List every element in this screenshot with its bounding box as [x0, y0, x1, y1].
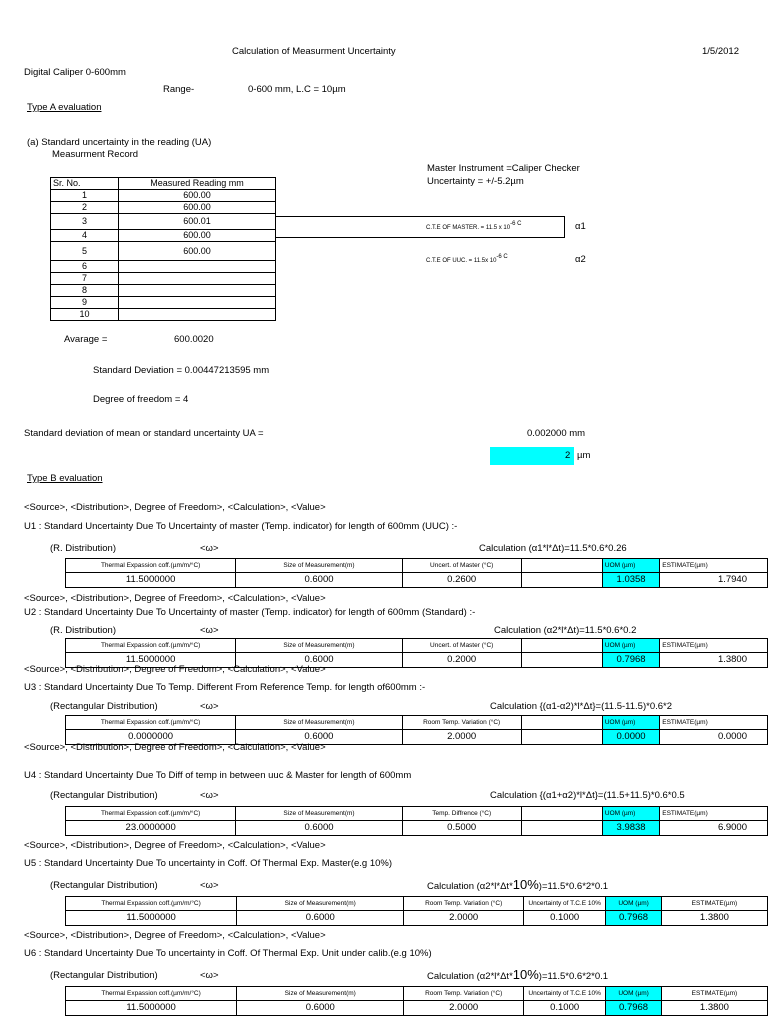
record-reading [119, 285, 276, 297]
calc-prefix: Calculation (α2*l*Δt* [427, 881, 513, 892]
table-value-cell: 0.0000 [660, 730, 768, 745]
table-header-cell: Thermal Expassion coff.(µm/m/°C) [66, 807, 236, 821]
distribution-label: (Rectangular Distribution) [50, 880, 158, 891]
table-header-row [66, 716, 768, 730]
table-value-cell: 23.0000000 [66, 821, 236, 836]
average-value: 600.0020 [174, 334, 214, 345]
omega-label: <ω> [200, 970, 219, 981]
table-header-cell: Thermal Expassion coff.(µm/m/°C) [66, 559, 236, 573]
ua-label: Standard deviation of mean or standard uncertainty UA = [24, 428, 264, 439]
record-reading: 600.00 [119, 242, 276, 261]
table-header-cell: ESTIMATE(µm) [661, 897, 767, 911]
master-uncertainty: Uncertainty = +/-5.2µm [427, 176, 524, 187]
calc-suffix: )=11.5*0.6*2*0.1 [538, 971, 609, 982]
calc-prefix: Calculation (α2*l*Δt* [427, 971, 513, 982]
uncertainty-table [65, 558, 768, 588]
record-reading [119, 309, 276, 321]
table-value-cell: 0.6000 [237, 911, 404, 926]
omega-label: <ω> [200, 790, 219, 801]
degree-of-freedom: Degree of freedom = 4 [93, 394, 189, 405]
record-reading [119, 273, 276, 285]
calc-suffix: )=11.5*0.6*2*0.1 [538, 881, 609, 892]
source-line: <Source>, <Distribution>, Degree of Freedom>, <Calculation>, <Value> [24, 664, 326, 675]
table-value-cell: 1.7940 [660, 573, 768, 588]
table-value-cell: 0.1000 [524, 911, 606, 926]
table-value-row [66, 573, 768, 588]
table-header-cell: Size of Measurement(m) [237, 897, 404, 911]
table-value-cell: 11.5000000 [66, 1001, 237, 1016]
uncertainty-title: U5 : Standard Uncertainty Due To uncertainty in Coff. Of Thermal Exp. Master(e.g 10%) [24, 858, 393, 869]
record-reading: 600.00 [119, 190, 276, 202]
page-title: Calculation of Measurment Uncertainty [232, 46, 396, 57]
distribution-label: (R. Distribution) [50, 543, 116, 554]
table-value-cell: 11.5000000 [66, 911, 237, 926]
ua-um-highlight [490, 447, 574, 465]
record-reading: 600.00 [119, 202, 276, 214]
uncertainty-title: U1 : Standard Uncertainty Due To Uncertainty of master (Temp. indicator) for length of 600mm (UUC) :- [24, 521, 458, 532]
range-label: Range- [163, 84, 195, 95]
calculation-formula [427, 877, 608, 892]
date: 1/5/2012 [702, 46, 739, 57]
table-header-cell: UOM (µm) [602, 716, 659, 730]
table-value-cell: 1.0358 [602, 573, 659, 588]
ua-mm: 0.002000 mm [527, 428, 586, 439]
table-value-row [66, 911, 768, 926]
table-header-row [66, 639, 768, 653]
distribution-label: (R. Distribution) [50, 625, 116, 636]
measurement-record-label: Measurment Record [52, 149, 139, 160]
ua-um-value: 2 [565, 450, 571, 461]
table-header-cell [521, 807, 602, 821]
ua-um-unit: µm [577, 450, 591, 461]
alpha2-label: α2 [575, 254, 586, 265]
table-value-cell: 3.9838 [602, 821, 659, 836]
table-value-row [66, 821, 768, 836]
table-value-cell: 0.2000 [402, 653, 521, 668]
table-value-cell: 2.0000 [404, 911, 524, 926]
calculation-formula: Calculation {(α1-α2)*l*Δt}=(11.5-11.5)*0.6*2 [490, 701, 673, 712]
measurement-record-table [50, 177, 276, 321]
table-value-cell: 0.5000 [402, 821, 521, 836]
record-sr: 4 [51, 230, 119, 242]
range-value: 0-600 mm, L.C = 10µm [248, 84, 346, 95]
table-value-cell: 1.3800 [661, 911, 767, 926]
table-header-cell: Thermal Expassion coff.(µm/m/°C) [66, 639, 236, 653]
table-value-row [66, 1001, 768, 1016]
distribution-label: (Rectangular Distribution) [50, 790, 158, 801]
uncertainty-title: U2 : Standard Uncertainty Due To Uncertainty of master (Temp. indicator) for length of 600mm (Standard) :- [24, 607, 476, 618]
record-row [51, 273, 276, 285]
source-line: <Source>, <Distribution>, Degree of Freedom>, <Calculation>, <Value> [24, 502, 326, 513]
record-row [51, 202, 276, 214]
table-header-cell: Room Temp. Variation (°C) [404, 987, 524, 1001]
table-header-row [66, 897, 768, 911]
table-value-cell [521, 653, 602, 668]
table-header-cell: Thermal Expassion coff.(µm/m/°C) [66, 716, 236, 730]
record-header-reading: Measured Reading mm [119, 178, 276, 190]
cte-master-exp: -6 C [510, 221, 522, 227]
calculation-formula [427, 967, 608, 982]
section-a-title: (a) Standard uncertainty in the reading (UA) [27, 137, 212, 148]
omega-label: <ω> [200, 701, 219, 712]
table-value-cell: 11.5000000 [66, 573, 236, 588]
table-header-row [66, 987, 768, 1001]
table-header-cell: ESTIMATE(µm) [661, 987, 767, 1001]
table-header-cell: Room Temp. Variation (°C) [402, 716, 521, 730]
table-header-cell [521, 716, 602, 730]
table-value-cell: 0.2600 [402, 573, 521, 588]
record-header-sr: Sr. No. [51, 178, 119, 190]
table-value-cell: 0.6000 [236, 821, 402, 836]
record-row [51, 190, 276, 202]
record-sr: 2 [51, 202, 119, 214]
record-row [51, 242, 276, 261]
table-header-cell: Size of Measurement(m) [236, 716, 402, 730]
table-value-cell: 1.3800 [660, 653, 768, 668]
table-header-cell: UOM (µm) [606, 897, 662, 911]
table-header-cell: ESTIMATE(µm) [660, 639, 768, 653]
standard-deviation: Standard Deviation = 0.00447213595 mm [93, 365, 270, 376]
record-sr: 9 [51, 297, 119, 309]
cte-uuc [426, 254, 508, 265]
table-header-cell: ESTIMATE(µm) [660, 716, 768, 730]
table-value-cell: 0.6000 [236, 573, 402, 588]
table-value-cell: 6.9000 [660, 821, 768, 836]
record-row [51, 309, 276, 321]
table-header-cell: Thermal Expassion coff.(µm/m/°C) [66, 987, 237, 1001]
source-line: <Source>, <Distribution>, Degree of Freedom>, <Calculation>, <Value> [24, 930, 326, 941]
table-value-cell [521, 730, 602, 745]
master-instrument: Master Instrument =Caliper Checker [427, 163, 580, 174]
average-label: Avarage = [64, 334, 108, 345]
record-sr: 3 [51, 214, 119, 230]
instrument-name: Digital Caliper 0-600mm [24, 67, 126, 78]
cte-uuc-exp: -6 C [496, 254, 508, 260]
table-value-cell: 0.0000 [602, 730, 659, 745]
calculation-formula: Calculation (α2*l*Δt)=11.5*0.6*0.2 [494, 625, 637, 636]
table-value-cell [521, 821, 602, 836]
table-header-cell: Size of Measurement(m) [236, 559, 402, 573]
record-reading: 600.01 [119, 214, 276, 230]
cte-uuc-text: C.T.E OF UUC. = 11.5x 10 [426, 258, 497, 265]
omega-label: <ω> [200, 880, 219, 891]
table-value-cell [521, 573, 602, 588]
record-row [51, 297, 276, 309]
source-line: <Source>, <Distribution>, Degree of Freedom>, <Calculation>, <Value> [24, 593, 326, 604]
table-value-cell: 11.5000000 [66, 653, 236, 668]
distribution-label: (Rectangular Distribution) [50, 970, 158, 981]
uncertainty-table [65, 806, 768, 836]
uncertainty-title: U3 : Standard Uncertainty Due To Temp. Different From Reference Temp. for length of600mm :- [24, 682, 426, 693]
table-value-cell: 0.6000 [236, 653, 402, 668]
uncertainty-title: U4 : Standard Uncertainty Due To Diff of temp in between uuc & Master for length of 600mm [24, 770, 412, 781]
table-value-cell: 0.7968 [606, 1001, 662, 1016]
calc-percent: 10% [512, 877, 539, 892]
table-header-cell [521, 559, 602, 573]
record-reading: 600.00 [119, 230, 276, 242]
table-header-cell: UOM (µm) [602, 559, 659, 573]
cte-master [426, 221, 521, 232]
table-header-cell: Uncertainty of T.C.E 10% [524, 897, 606, 911]
table-header-cell: Uncert. of Master (°C) [402, 559, 521, 573]
record-sr: 5 [51, 242, 119, 261]
distribution-label: (Rectangular Distribution) [50, 701, 158, 712]
record-sr: 10 [51, 309, 119, 321]
table-header-cell: Temp. Diffrence (°C) [402, 807, 521, 821]
table-header-cell: Size of Measurement(m) [237, 987, 404, 1001]
uncertainty-table [65, 986, 768, 1016]
table-value-cell: 0.6000 [237, 1001, 404, 1016]
table-header-cell: ESTIMATE(µm) [660, 559, 768, 573]
table-header-cell [521, 639, 602, 653]
calculation-formula: Calculation {(α1+α2)*l*Δt}=(11.5+11.5)*0.6*0.5 [490, 790, 685, 801]
table-header-row [66, 559, 768, 573]
source-line: <Source>, <Distribution>, Degree of Freedom>, <Calculation>, <Value> [24, 840, 326, 851]
table-header-cell: ESTIMATE(µm) [660, 807, 768, 821]
type-b-heading: Type B evaluation [27, 473, 103, 484]
table-value-cell: 0.7968 [602, 653, 659, 668]
type-a-heading: Type A evaluation [27, 102, 102, 113]
table-value-cell: 0.6000 [236, 730, 402, 745]
uncertainty-table [65, 715, 768, 745]
table-header-cell: Size of Measurement(m) [236, 807, 402, 821]
table-value-cell: 0.0000000 [66, 730, 236, 745]
table-header-row [66, 807, 768, 821]
source-line: <Source>, <Distribution>, Degree of Freedom>, <Calculation>, <Value> [24, 742, 326, 753]
record-sr: 7 [51, 273, 119, 285]
omega-label: <ω> [200, 625, 219, 636]
table-header-cell: UOM (µm) [602, 639, 659, 653]
record-sr: 1 [51, 190, 119, 202]
table-header-cell: Uncert. of Master (°C) [402, 639, 521, 653]
table-value-cell: 0.7968 [606, 911, 662, 926]
cte-master-text: C.T.E OF MASTER. = 11.5 x 10 [426, 225, 511, 232]
table-value-cell: 2.0000 [402, 730, 521, 745]
record-row [51, 285, 276, 297]
table-header-cell: Size of Measurement(m) [236, 639, 402, 653]
record-row [51, 230, 276, 242]
table-header-cell: Uncertainty of T.C.E 10% [524, 987, 606, 1001]
table-header-cell: Room Temp. Variation (°C) [404, 897, 524, 911]
table-value-cell: 1.3800 [661, 1001, 767, 1016]
calc-percent: 10% [512, 967, 539, 982]
uncertainty-title: U6 : Standard Uncertainty Due To uncertainty in Coff. Of Thermal Exp. Unit under calib.(e.g 10%) [24, 948, 432, 959]
table-value-cell: 0.1000 [524, 1001, 606, 1016]
record-sr: 6 [51, 261, 119, 273]
alpha1-label: α1 [575, 221, 586, 232]
cte-master-box [276, 216, 565, 238]
record-reading [119, 261, 276, 273]
record-row [51, 261, 276, 273]
record-row [51, 214, 276, 230]
omega-label: <ω> [200, 543, 219, 554]
table-value-cell: 2.0000 [404, 1001, 524, 1016]
uncertainty-table [65, 896, 768, 926]
table-header-cell: UOM (µm) [606, 987, 662, 1001]
record-reading [119, 297, 276, 309]
table-header-cell: Thermal Expassion coff.(µm/m/°C) [66, 897, 237, 911]
record-sr: 8 [51, 285, 119, 297]
table-header-cell: UOM (µm) [602, 807, 659, 821]
calculation-formula: Calculation (α1*l*Δt)=11.5*0.6*0.26 [479, 543, 627, 554]
